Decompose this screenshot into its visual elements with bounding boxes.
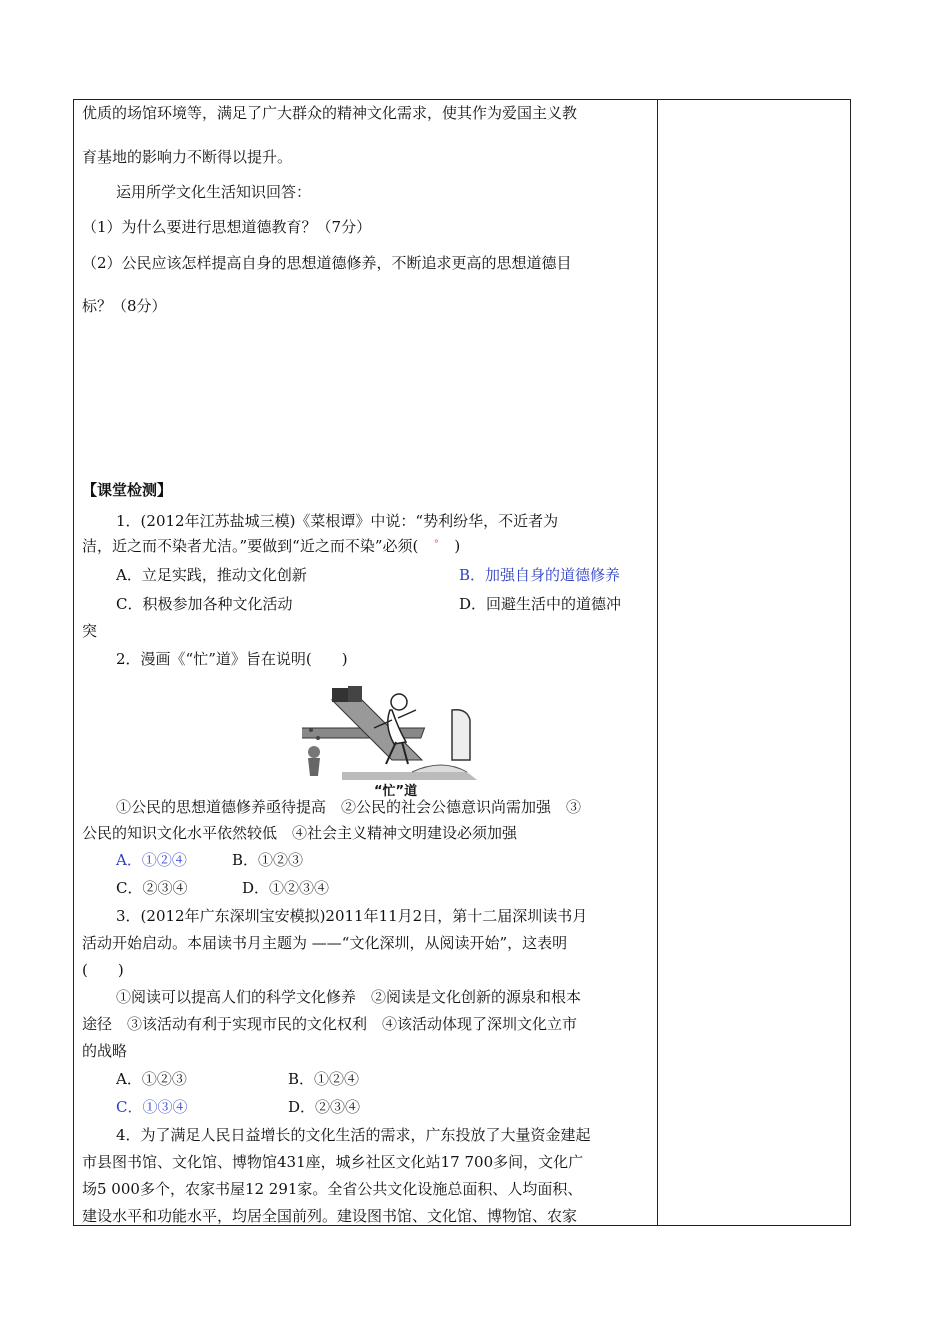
q1-stem: 1．(2012年江苏盐城三模)《菜根谭》中说：“势利纷华，不近者为 xyxy=(116,512,559,530)
q2-statement-cont: 公民的知识文化水平依然较低 ④社会主义精神文明建设必须加强 xyxy=(82,824,518,842)
question-1: （1）为什么要进行思想道德教育？（7分） xyxy=(82,218,372,236)
q3-stem: 3．(2012年广东深圳宝安模拟)2011年11月2日，第十二届深圳读书月 xyxy=(116,907,588,925)
question-2: （2）公民应该怎样提高自身的思想道德修养，不断追求更高的思想道德目 xyxy=(82,254,572,272)
passage-prompt: 运用所学文化生活知识回答： xyxy=(116,183,312,201)
passage-line: 优质的场馆环境等，满足了广大群众的精神文化需求，使其作为爱国主义教 xyxy=(82,104,578,122)
q2-stem: 2．漫画《“忙”道》旨在说明( ) xyxy=(116,650,348,668)
q1-option-a: A．立足实践，推动文化创新 xyxy=(116,566,307,584)
q2-option-c: C．②③④ xyxy=(116,879,188,897)
worksheet-table xyxy=(73,99,851,1226)
q3-option-a: A．①②③ xyxy=(116,1070,187,1088)
cartoon-caption: “忙”道 xyxy=(374,784,418,799)
q3-statement-cont: 途径 ③该活动有利于实现市民的文化权利 ④该活动体现了深圳文化立市 xyxy=(82,1015,578,1033)
q4-stem: 4．为了满足人民日益增长的文化生活的需求，广东投放了大量资金建起 xyxy=(116,1126,591,1144)
question-2-cont: 标？（8分） xyxy=(82,297,167,315)
q4-stem-cont: 市县图书馆、文化馆、博物馆431座，城乡社区文化站17 700多间，文化广 xyxy=(82,1153,584,1171)
q1-option-d: D．回避生活中的道德冲 xyxy=(459,595,622,613)
q3-option-b: B．①②④ xyxy=(288,1070,360,1088)
q2-option-b: B．①②③ xyxy=(232,851,304,869)
q3-stem-cont: ( ) xyxy=(82,961,124,979)
q2-statement: ①公民的思想道德修养亟待提高 ②公民的社会公德意识尚需加强 ③ xyxy=(116,798,582,816)
mark-dot: ° xyxy=(433,539,439,550)
q1-option-c: C．积极参加各种文化活动 xyxy=(116,595,293,613)
q1-option-b: B．加强自身的道德修养 xyxy=(459,566,621,584)
q2-option-d: D．①②③④ xyxy=(242,879,330,897)
q3-option-d: D．②③④ xyxy=(288,1098,361,1116)
q3-statement-cont: 的战略 xyxy=(82,1042,128,1060)
q4-stem-cont: 场5 000多个，农家书屋12 291家。全省公共文化设施总面积、人均面积、 xyxy=(82,1180,583,1198)
section-title: 【课堂检测】 xyxy=(82,481,173,499)
q2-option-a: A．①②④ xyxy=(116,851,187,869)
passage-line: 育基地的影响力不断得以提升。 xyxy=(82,148,293,166)
q1-stem-cont: 洁，近之而不染者尤洁。”要做到“近之而不染”必须( ° ) xyxy=(82,537,461,555)
q3-option-c: C．①③④ xyxy=(116,1098,188,1116)
column-divider xyxy=(657,100,658,1225)
q4-stem-cont: 建设水平和功能水平，均居全国前列。建设图书馆、文化馆、博物馆、农家 xyxy=(82,1207,578,1225)
q1-option-d-cont: 突 xyxy=(82,622,98,640)
q3-stem-cont: 活动开始启动。本届读书月主题为 ——“文化深圳，从阅读开始”，这表明 xyxy=(82,934,568,952)
q3-statement: ①阅读可以提高人们的科学文化修养 ②阅读是文化创新的源泉和根本 xyxy=(116,988,582,1006)
